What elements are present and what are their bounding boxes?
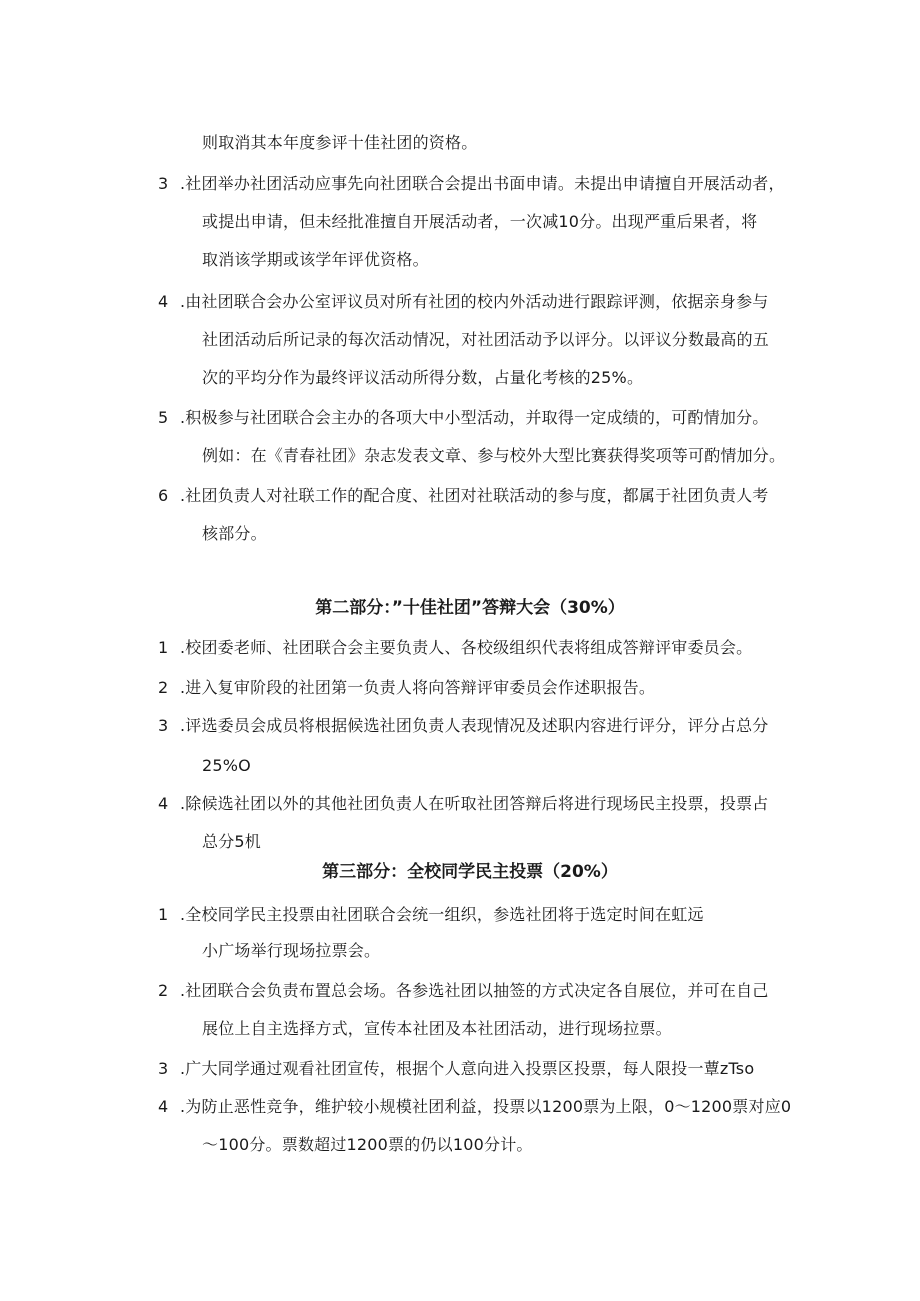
item-number: 2 (158, 678, 169, 697)
item-text: 〜100分。票数超过1200票的仍以100分计。 (202, 1135, 533, 1154)
item-text: .评选委员会成员将根据候选社团负责人表现情况及述职内容进行评分，评分占总分 (180, 716, 769, 735)
item-text: 展位上自主选择方式，宣传本社团及本社团活动，进行现场拉票。 (202, 1019, 672, 1038)
section-heading-part2: 第二部分：”十佳社团”答辩大会（30%） (315, 598, 625, 618)
item-text: .全校同学民主投票由社团联合会统一组织，参选社团将于选定时间在虹远 (180, 905, 704, 924)
item-number: 4 (158, 1097, 169, 1116)
item-text: 例如：在《青春社团》杂志发表文章、参与校外大型比赛获得奖项等可酌情加分。 (202, 446, 786, 465)
para-continuation: 则取消其本年度参评十佳社团的资格。 (202, 133, 478, 152)
item-text: .积极参与社团联合会主办的各项大中小型活动，并取得一定成绩的，可酌情加分。 (180, 408, 769, 427)
item-text: .校团委老师、社团联合会主要负责人、各校级组织代表将组成答辩评审委员会。 (180, 638, 753, 657)
item-text: .除候选社团以外的其他社团负责人在听取社团答辩后将进行现场民主投票，投票占 (180, 794, 769, 813)
item-number: 4 (158, 292, 169, 311)
item-number: 1 (158, 905, 169, 924)
item-text: 25%O (202, 756, 251, 775)
item-number: 4 (158, 794, 169, 813)
item-number: 5 (158, 408, 169, 427)
item-number: 2 (158, 981, 169, 1000)
item-text: 核部分。 (202, 524, 267, 543)
item-text: .为防止恶性竞争，维护较小规模社团利益，投票以1200票为上限，0〜1200票对应0 (180, 1097, 792, 1116)
item-text: .广大同学通过观看社团宣传，根据个人意向进入投票区投票，每人限投一蕈zTso (180, 1059, 755, 1078)
item-number: 1 (158, 638, 169, 657)
item-text: 社团活动后所记录的每次活动情况，对社团活动予以评分。以评议分数最高的五 (202, 330, 770, 349)
section-heading-part3: 第三部分：全校同学民主投票（20%） (322, 862, 618, 882)
item-text: 小广场举行现场拉票会。 (202, 941, 381, 960)
item-text: 取消该学期或该学年评优资格。 (202, 250, 429, 269)
item-text: 总分5机 (202, 832, 261, 851)
item-text: 或提出申请，但未经批准擅自开展活动者，一次减10分。出现严重后果者，将 (202, 212, 758, 231)
item-text: .社团负责人对社联工作的配合度、社团对社联活动的参与度，都属于社团负责人考 (180, 486, 769, 505)
item-text: .社团联合会负责布置总会场。各参选社团以抽签的方式决定各自展位，并可在自己 (180, 981, 769, 1000)
item-text: .社团举办社团活动应事先向社团联合会提出书面申请。未提出申请擅自开展活动者， (180, 174, 785, 193)
item-text: .进入复审阶段的社团第一负责人将向答辩评审委员会作述职报告。 (180, 678, 656, 697)
item-number: 3 (158, 716, 169, 735)
item-text: .由社团联合会办公室评议员对所有社团的校内外活动进行跟踪评测，依据亲身参与 (180, 292, 769, 311)
item-text: 次的平均分作为最终评议活动所得分数，占量化考核的25%。 (202, 368, 644, 387)
item-number: 3 (158, 1059, 169, 1078)
item-number: 3 (158, 174, 169, 193)
item-number: 6 (158, 486, 169, 505)
